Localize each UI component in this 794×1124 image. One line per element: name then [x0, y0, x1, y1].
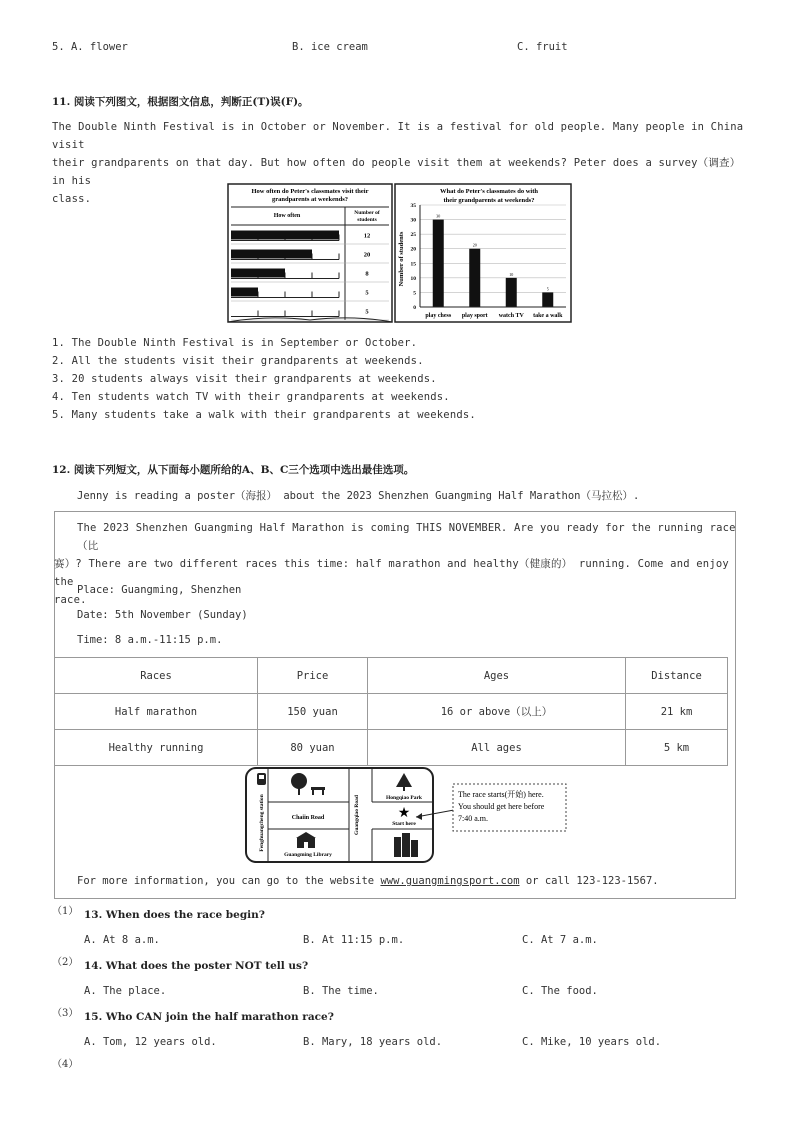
chart-bar [469, 249, 480, 307]
q12-title: 12. 阅读下列短文，从下面每小题所给的A、B、C三个选项中选出最佳选项。 [52, 464, 415, 476]
statement-1: 1. The Double Ninth Festival is in September or October. [52, 337, 418, 349]
callout-line-1: The race starts(开始) here. [458, 790, 544, 799]
freq-table-title-1: How often do Peter's classmates visit their [251, 188, 369, 195]
chart-y-tick-label: 25 [410, 232, 416, 239]
q13-option-b: B. At 11:15 p.m. [303, 934, 405, 946]
chart-y-tick-label: 10 [410, 275, 416, 282]
freq-row-count: 5 [365, 308, 369, 316]
question-13: 13. When does the race begin? [84, 909, 265, 921]
q14-option-b: B. The time. [303, 985, 379, 997]
freq-row-count: 5 [365, 289, 369, 297]
q11-title: 11. 阅读下列图文，根据图文信息，判断正(T)误(F)。 [52, 96, 309, 108]
q11-statements [52, 334, 752, 424]
q15-option-b: B. Mary, 18 years old. [303, 1036, 443, 1048]
chart-bar [433, 220, 444, 307]
map-park-label: Hongqiao Park [386, 795, 422, 801]
poster-line: The 2023 Shenzhen Guangming Half Marathon is coming THIS NOVEMBER. Are you ready for the running race（比 [77, 522, 736, 552]
table-header: Price [258, 658, 368, 694]
chart-bar [506, 278, 517, 307]
poster-place: Place: Guangming, Shenzhen [77, 584, 242, 596]
question-15: 15. Who CAN join the half marathon race? [84, 1011, 334, 1023]
q11-passage-line: class. [52, 193, 92, 205]
table-cell: 21 km [626, 694, 728, 730]
table-header-row [55, 658, 728, 694]
race-map [244, 765, 574, 865]
freq-table-col-how-often: How often [273, 213, 301, 219]
more-info-prefix: For more information, you can go to the website [77, 875, 375, 887]
chart-data-label: 10 [509, 271, 514, 277]
freq-row-bar [231, 269, 285, 278]
poster-line: race. [54, 594, 87, 606]
table-cell: All ages [368, 730, 626, 766]
chart-y-axis-label: Number of students [398, 231, 405, 287]
q13-option-c: C. At 7 a.m. [522, 934, 598, 946]
table-header: Ages [368, 658, 626, 694]
question-number: （2） [52, 957, 79, 968]
poster-line: 赛）? There are two different races this time: half marathon and healthy（健康的） running. Come and enjoy the [54, 558, 729, 588]
chart-category-label: watch TV [498, 313, 524, 319]
chart-title-1: What do Peter's classmates do with [439, 188, 539, 195]
q5-option-b: B. ice cream [292, 41, 368, 53]
q14-option-a: A. The place. [84, 985, 167, 997]
q15-option-a: A. Tom, 12 years old. [84, 1036, 217, 1048]
q15-option-c: C. Mike, 10 years old. [522, 1036, 662, 1048]
poster-date: Date: 5th November (Sunday) [77, 609, 248, 621]
freq-row-count: 20 [363, 251, 371, 259]
poster-more-info [77, 875, 659, 887]
table-row [55, 694, 728, 730]
races-table [54, 657, 728, 766]
q14-option-c: C. The food. [522, 985, 598, 997]
freq-table-col-number-1: Number of [354, 210, 380, 216]
statement-2: 2. All the students visit their grandparents at weekends. [52, 355, 424, 367]
chart-y-tick-label: 35 [410, 203, 416, 209]
frequency-table-figure [227, 183, 393, 325]
question-number: （1） [52, 906, 79, 917]
chart-title-2: their grandparents at weekends? [443, 197, 535, 204]
table-header: Races [55, 658, 258, 694]
table-cell: Healthy running [55, 730, 258, 766]
star-icon: ★ [397, 806, 411, 821]
question-number: （3） [52, 1008, 79, 1019]
statement-5: 5. Many students take a walk with their grandparents at weekends. [52, 409, 476, 421]
callout-line-3: 7:40 a.m. [458, 814, 488, 823]
table-cell: 80 yuan [258, 730, 368, 766]
poster-time: Time: 8 a.m.-11:15 p.m. [77, 634, 223, 646]
q5-option-c: C. fruit [517, 41, 568, 53]
chart-y-tick-label: 0 [413, 305, 416, 311]
freq-row-bar [231, 250, 312, 259]
freq-row-bar [231, 288, 258, 297]
freq-row-bar [231, 231, 339, 240]
freq-table-col-number-2: students [357, 217, 377, 223]
q5-option-a: 5. A. flower [52, 41, 128, 53]
activities-bar-chart [394, 183, 572, 325]
more-info-suffix: or call 123-123-1567. [525, 875, 659, 887]
chart-category-label: take a walk [533, 313, 563, 319]
table-cell: 16 or above（以上） [368, 694, 626, 730]
callout-line-2: You should get here before [458, 802, 545, 811]
chart-category-label: play sport [461, 313, 488, 319]
freq-row-count: 8 [365, 270, 369, 278]
question-14: 14. What does the poster NOT tell us? [84, 960, 309, 972]
chart-y-tick-label: 20 [410, 246, 416, 253]
chart-bar [542, 292, 553, 307]
map-station-label: Fenghuangcheng station [259, 794, 265, 852]
question-number: （4） [52, 1059, 79, 1070]
table-row [55, 730, 728, 766]
map-road1-label: Chaiin Road [291, 815, 325, 821]
table-cell: 5 km [626, 730, 728, 766]
chart-data-label: 30 [436, 213, 441, 219]
freq-table-title-2: grandparents at weekends? [271, 196, 349, 203]
chart-data-label: 20 [472, 242, 477, 248]
freq-row-count: 12 [363, 232, 371, 240]
website-link[interactable]: www.guangmingsport.com [380, 875, 520, 887]
map-start-label: Start here [392, 821, 416, 827]
chart-data-label: 5 [546, 286, 549, 292]
train-icon [257, 773, 266, 785]
table-cell: Half marathon [55, 694, 258, 730]
statement-4: 4. Ten students watch TV with their grandparents at weekends. [52, 391, 450, 403]
chart-y-tick-label: 5 [413, 290, 416, 297]
table-header: Distance [626, 658, 728, 694]
table-cell: 150 yuan [258, 694, 368, 730]
map-library-label: Guangming Library [284, 852, 332, 858]
q12-intro: Jenny is reading a poster（海报） about the 2023 Shenzhen Guangming Half Marathon（马拉松）. [77, 490, 640, 502]
chart-y-tick-label: 15 [410, 261, 416, 268]
chart-category-label: play chess [425, 313, 452, 319]
q11-passage-line: their grandparents on that day. But how often do people visit them at weekends? Peter does a survey（调查） in his [52, 157, 741, 187]
q13-option-a: A. At 8 a.m. [84, 934, 160, 946]
q11-passage-line: The Double Ninth Festival is in October or November. It is a festival for old people. Many people in China visit [52, 121, 744, 151]
chart-y-tick-label: 30 [410, 217, 416, 224]
statement-3: 3. 20 students always visit their grandparents at weekends. [52, 373, 437, 385]
map-road2-label: Guangqiao Road [354, 795, 360, 835]
